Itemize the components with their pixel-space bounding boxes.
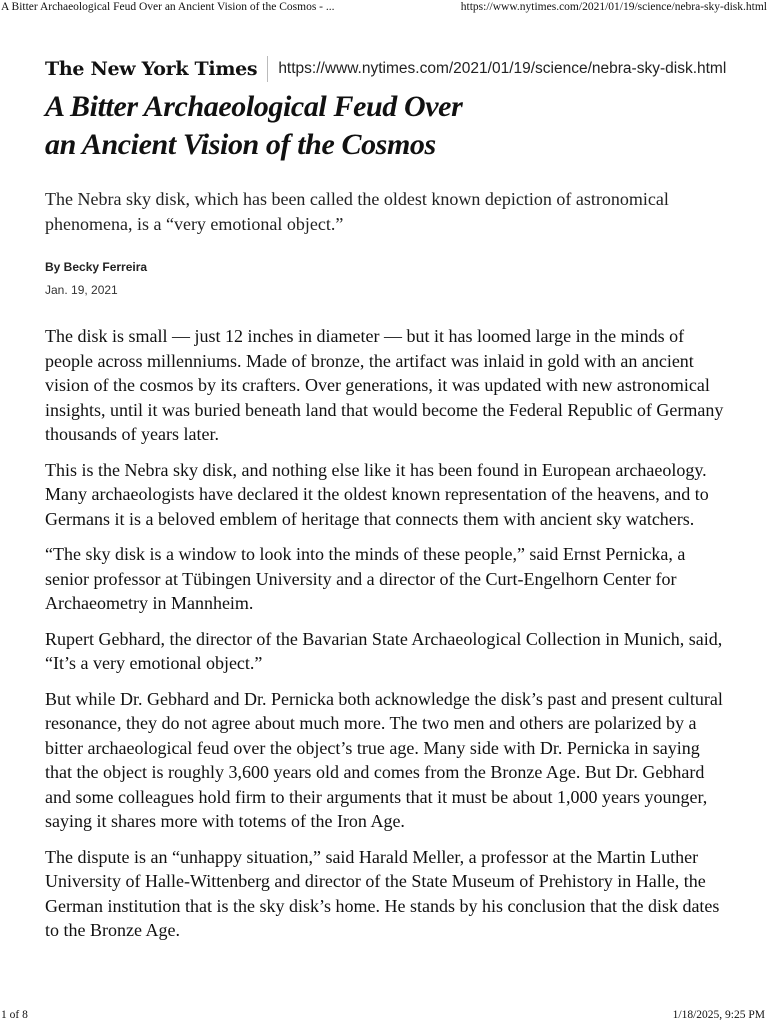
masthead: [45, 55, 726, 83]
article-summary: The Nebra sky disk, which has been called the oldest known depiction of astronomical phenomena, is a “very emotional object.”: [45, 189, 669, 234]
publish-date: Jan. 19, 2021: [45, 283, 118, 297]
body-paragraph: But while Dr. Gebhard and Dr. Pernicka both acknowledge the disk’s past and present cultural resonance, they do not agree about much more. The two men and others are polarized by a bitter archaeological feud over the object’s true age. Many side with Dr. Pernicka in saying that the object is roughly 3,600 years old and comes from the Bronze Age. But Dr. Gebhard and some colleagues hold firm to their arguments that it must be about 1,000 years younger, saying it shares more with totems of the Iron Age.: [45, 688, 723, 831]
body-paragraph: This is the Nebra sky disk, and nothing else like it has been found in European archaeology. Many archaeologists have declared it the oldest known representation of the heavens, and to Germans it is a beloved emblem of heritage that connects them with ancient sky watchers.: [45, 459, 709, 529]
article-url[interactable]: https://www.nytimes.com/2021/01/19/science/nebra-sky-disk.html: [278, 60, 727, 77]
body-paragraph: The dispute is an “unhappy situation,” said Harald Meller, a professor at the Martin Luther University of Halle-Wittenberg and director of the State Museum of Prehistory in Halle, the German institution that is the sky disk’s home. He stands by his conclusion that the disk dates to the Bronze Age.: [45, 846, 720, 940]
body-paragraph: “The sky disk is a window to look into the minds of these people,” said Ernst Pernicka, a senior professor at Tübingen University and a director of the Curt-Engelhorn Center for Archaeometry in Mannheim.: [45, 544, 686, 613]
headline-line-1: A Bitter Archaeological Feud Over: [45, 90, 463, 123]
nyt-logo[interactable]: The New York Times: [45, 58, 258, 80]
body-paragraph: Rupert Gebhard, the director of the Bavarian State Archaeological Collection in Munich, said, “It’s a very emotional object.”: [45, 628, 723, 673]
article-body: [45, 324, 725, 954]
print-footer: [0, 1009, 768, 1024]
print-header-url: https://www.nytimes.com/2021/01/19/science/nebra-sky-disk.html: [460, 1, 767, 13]
byline: By Becky Ferreira: [45, 260, 148, 274]
print-header: [0, 0, 768, 16]
body-paragraph: The disk is small — just 12 inches in diameter — but it has loomed large in the minds of people across millenniums. Made of bronze, the artifact was inlaid in gold with an ancient vision of the cosmos by its crafters. Over generations, it was updated with new astronomical insights, until it was buried beneath land that would become the Federal Republic of Germany thousands of years later.: [45, 326, 724, 444]
page-number: 1 of 8: [1, 1009, 28, 1021]
masthead-divider: [267, 56, 268, 82]
print-header-title: A Bitter Archaeological Feud Over an Ancient Vision of the Cosmos - ...: [1, 1, 335, 13]
print-timestamp: 1/18/2025, 9:25 PM: [672, 1009, 765, 1021]
headline-line-2: an Ancient Vision of the Cosmos: [45, 128, 436, 161]
article-headline: [45, 88, 725, 164]
